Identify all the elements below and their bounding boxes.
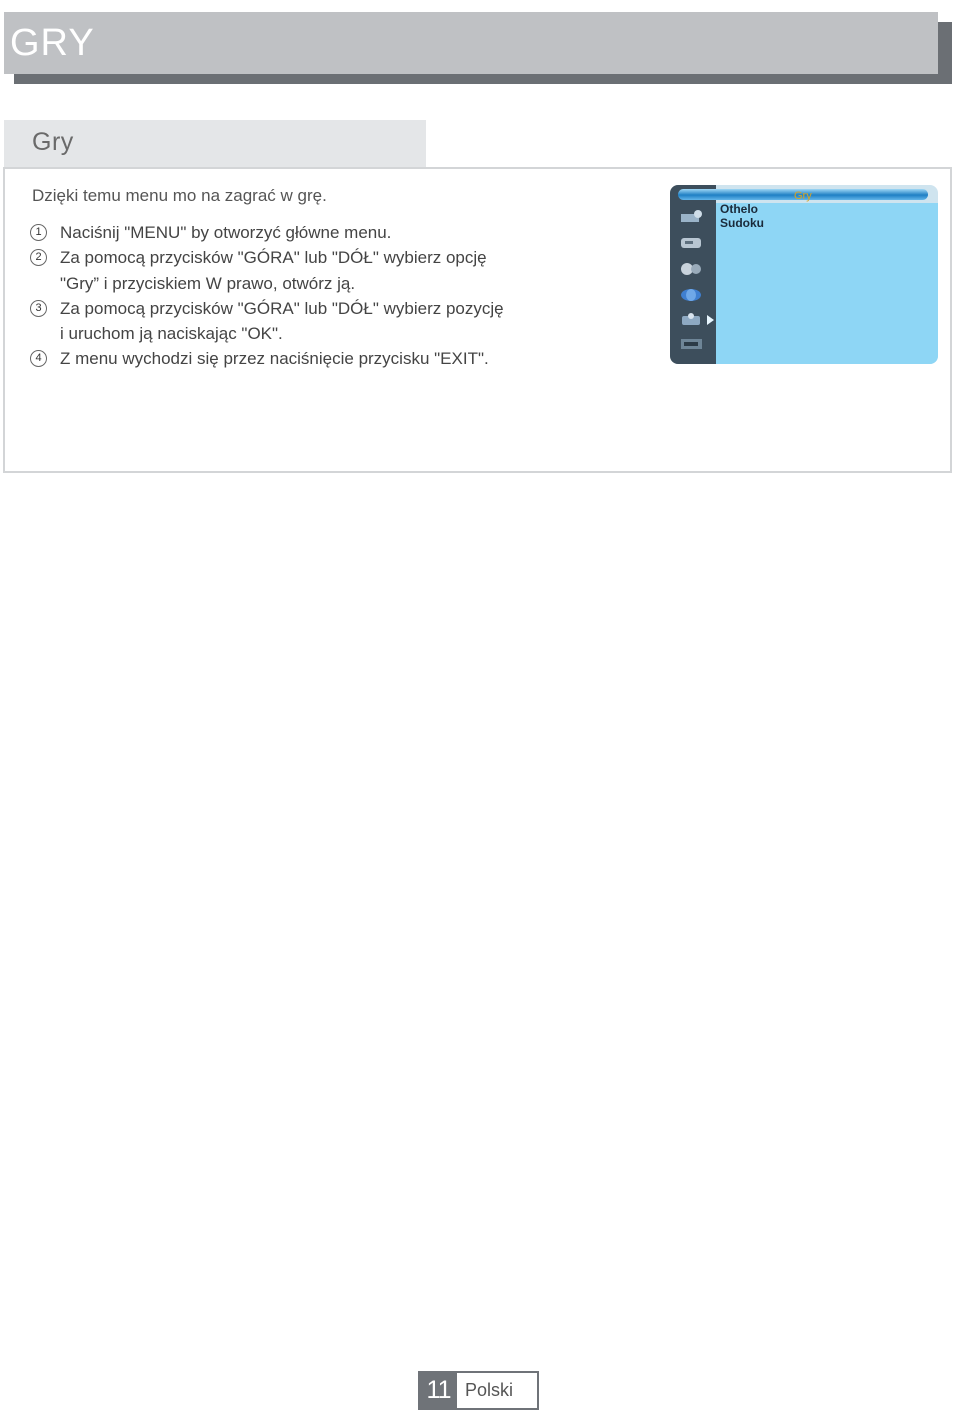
satellite-icon — [679, 209, 705, 224]
instruction-step-4 — [30, 346, 630, 371]
games-icon — [679, 312, 705, 327]
step-text: Za pomocą przycisków "GÓRA" lub "DÓŁ" wybierz pozycję — [60, 298, 504, 318]
step-text: Naciśnij "MENU" by otworzyć główne menu. — [60, 223, 392, 242]
instruction-list — [30, 220, 630, 372]
step-number-badge: 4 — [30, 350, 47, 367]
section-title: Gry — [32, 128, 74, 156]
intro-text: Dzięki temu menu mo na zagrać w grę. — [32, 186, 327, 205]
step-number-badge: 2 — [30, 249, 47, 266]
step-number-badge: 3 — [30, 300, 47, 317]
settings-icon — [679, 235, 705, 250]
page-footer — [418, 1371, 539, 1410]
instruction-step-2 — [30, 245, 630, 296]
section-tab — [4, 120, 426, 168]
header-banner — [4, 12, 938, 74]
step-number-badge: 1 — [30, 224, 47, 241]
media-icon — [679, 336, 705, 351]
step-text: i uruchom ją naciskając "OK". — [60, 324, 283, 344]
step-text: Z menu wychodzi się przez naciśnięcie przycisku "EXIT". — [60, 349, 489, 369]
page-title: GRY — [10, 22, 95, 64]
tv-menu-title-bar — [678, 189, 928, 200]
instruction-step-1 — [30, 220, 630, 245]
language-label: Polski — [465, 1380, 514, 1400]
tv-menu-item[interactable]: Othelo — [720, 202, 758, 216]
tools-icon — [679, 261, 705, 276]
tv-menu-item[interactable]: Sudoku — [720, 216, 764, 230]
globe-icon — [679, 287, 705, 302]
selection-arrow-icon — [707, 315, 714, 325]
tv-menu-title: Gry — [794, 190, 812, 202]
step-text: "Gry” i przyciskiem W prawo, otwórz ją. — [60, 273, 356, 293]
instruction-step-3 — [30, 296, 630, 347]
tv-menu-screenshot — [670, 185, 938, 364]
page-number: 11 — [420, 1373, 457, 1408]
tv-menu-sidebar — [670, 185, 716, 364]
step-text: Za pomocą przycisków "GÓRA" lub "DÓŁ" wybierz opcję — [60, 248, 487, 268]
